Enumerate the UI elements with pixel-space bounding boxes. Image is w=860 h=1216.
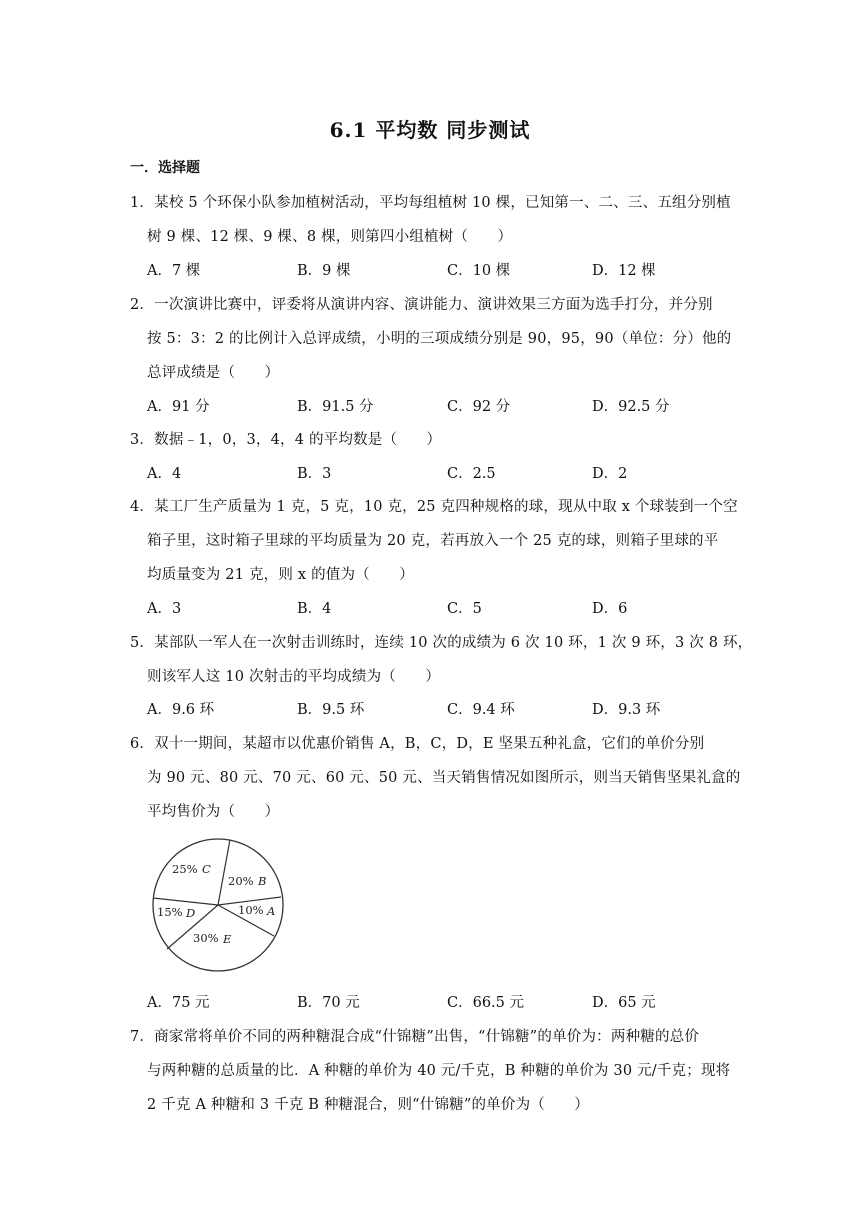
question-4-line-3: 均质量变为 21 克，则 x 的值为（ ）	[147, 567, 414, 583]
pie-divider-dc	[153, 898, 218, 905]
question-3-option-a: A．4	[147, 466, 182, 482]
question-2-option-c: C．92 分	[447, 399, 511, 415]
section-heading: 一．选择题	[130, 160, 200, 176]
pie-divider-cb	[218, 840, 230, 906]
question-3-line-1: 3．数据﹣1，0，3，4，4 的平均数是（ ）	[130, 432, 442, 448]
question-1-option-d: D．12 棵	[592, 263, 656, 279]
pie-label-d-letter: D	[186, 906, 196, 920]
pie-label-e-letter: E	[223, 932, 232, 946]
question-1-option-b: B．9 棵	[297, 263, 351, 279]
question-6-option-a: A．75 元	[147, 995, 210, 1011]
question-4-option-a: A．3	[147, 601, 182, 617]
pie-label-a-pct: 10%	[238, 903, 264, 917]
question-2-line-1: 2．一次演讲比赛中，评委将从演讲内容、演讲能力、演讲效果三方面为选手打分，并分别	[130, 297, 713, 313]
question-5-line-1: 5．某部队一军人在一次射击训练时，连续 10 次的成绩为 6 次 10 环，1 次 9 环，3 次 8 环，	[130, 635, 753, 651]
question-5-option-b: B．9.5 环	[297, 702, 365, 718]
question-2-option-a: A．91 分	[147, 399, 210, 415]
question-6-option-d: D．65 元	[592, 995, 656, 1011]
question-2-line-3: 总评成绩是（ ）	[147, 365, 280, 381]
pie-label-b-letter: B	[258, 874, 267, 888]
question-1-option-a: A．7 棵	[147, 263, 201, 279]
question-7-line-3: 2 千克 A 种糖和 3 千克 B 种糖混合，则“什锦糖”的单价为（ ）	[147, 1097, 590, 1113]
question-4-line-2: 箱子里，这时箱子里球的平均质量为 20 克，若再放入一个 25 克的球，则箱子里球的平	[147, 533, 719, 549]
question-1-line-1: 1．某校 5 个环保小队参加植树活动，平均每组植树 10 棵，已知第一、二、三、五组分别植	[130, 195, 731, 211]
question-6-line-3: 平均售价为（ ）	[147, 804, 280, 820]
question-5-option-c: C．9.4 环	[447, 702, 515, 718]
pie-label-c-letter: C	[202, 862, 211, 876]
pie-label-a-letter: A	[267, 904, 276, 918]
question-4-line-1: 4．某工厂生产质量为 1 克，5 克，10 克，25 克四种规格的球，现从中取 x 个球装到一个空	[130, 499, 738, 515]
question-6-line-2: 为 90 元、80 元、70 元、60 元、50 元、当天销售情况如图所示，则当天销售坚果礼盒的	[147, 770, 741, 786]
pie-label-e-pct: 30%	[193, 931, 219, 945]
question-6-line-1: 6．双十一期间，某超市以优惠价销售 A，B，C，D，E 坚果五种礼盒，它们的单价分别	[130, 736, 705, 752]
question-4-option-b: B．4	[297, 601, 332, 617]
pie-label-c-pct: 25%	[172, 862, 198, 876]
question-1-option-c: C．10 棵	[447, 263, 511, 279]
question-1-line-2: 树 9 棵、12 棵、9 棵、8 棵，则第四小组植树（ ）	[147, 229, 513, 245]
question-6-option-c: C．66.5 元	[447, 995, 524, 1011]
sales-pie-chart	[150, 835, 286, 975]
question-7-line-2: 与两种糖的总质量的比．A 种糖的单价为 40 元/千克，B 种糖的单价为 30 元/千克；现将	[147, 1063, 731, 1079]
page-title: 6.1 平均数 同步测试	[329, 118, 531, 142]
question-2-option-d: D．92.5 分	[592, 399, 670, 415]
question-5-option-d: D．9.3 环	[592, 702, 661, 718]
question-2-option-b: B．91.5 分	[297, 399, 374, 415]
question-4-option-c: C．5	[447, 601, 482, 617]
pie-label-b-pct: 20%	[228, 874, 254, 888]
question-3-option-b: B．3	[297, 466, 332, 482]
question-7-line-1: 7．商家常将单价不同的两种糖混合成“什锦糖”出售，“什锦糖”的单价为：两种糖的总价	[130, 1029, 700, 1045]
question-3-option-d: D．2	[592, 466, 628, 482]
question-5-option-a: A．9.6 环	[147, 702, 215, 718]
question-3-option-c: C．2.5	[447, 466, 496, 482]
question-2-line-2: 按 5：3：2 的比例计入总评成绩，小明的三项成绩分别是 90，95，90（单位：分）他的	[147, 331, 732, 347]
question-4-option-d: D．6	[592, 601, 628, 617]
question-6-option-b: B．70 元	[297, 995, 360, 1011]
pie-label-d-pct: 15%	[157, 905, 183, 919]
question-5-line-2: 则该军人这 10 次射击的平均成绩为（ ）	[147, 669, 441, 685]
